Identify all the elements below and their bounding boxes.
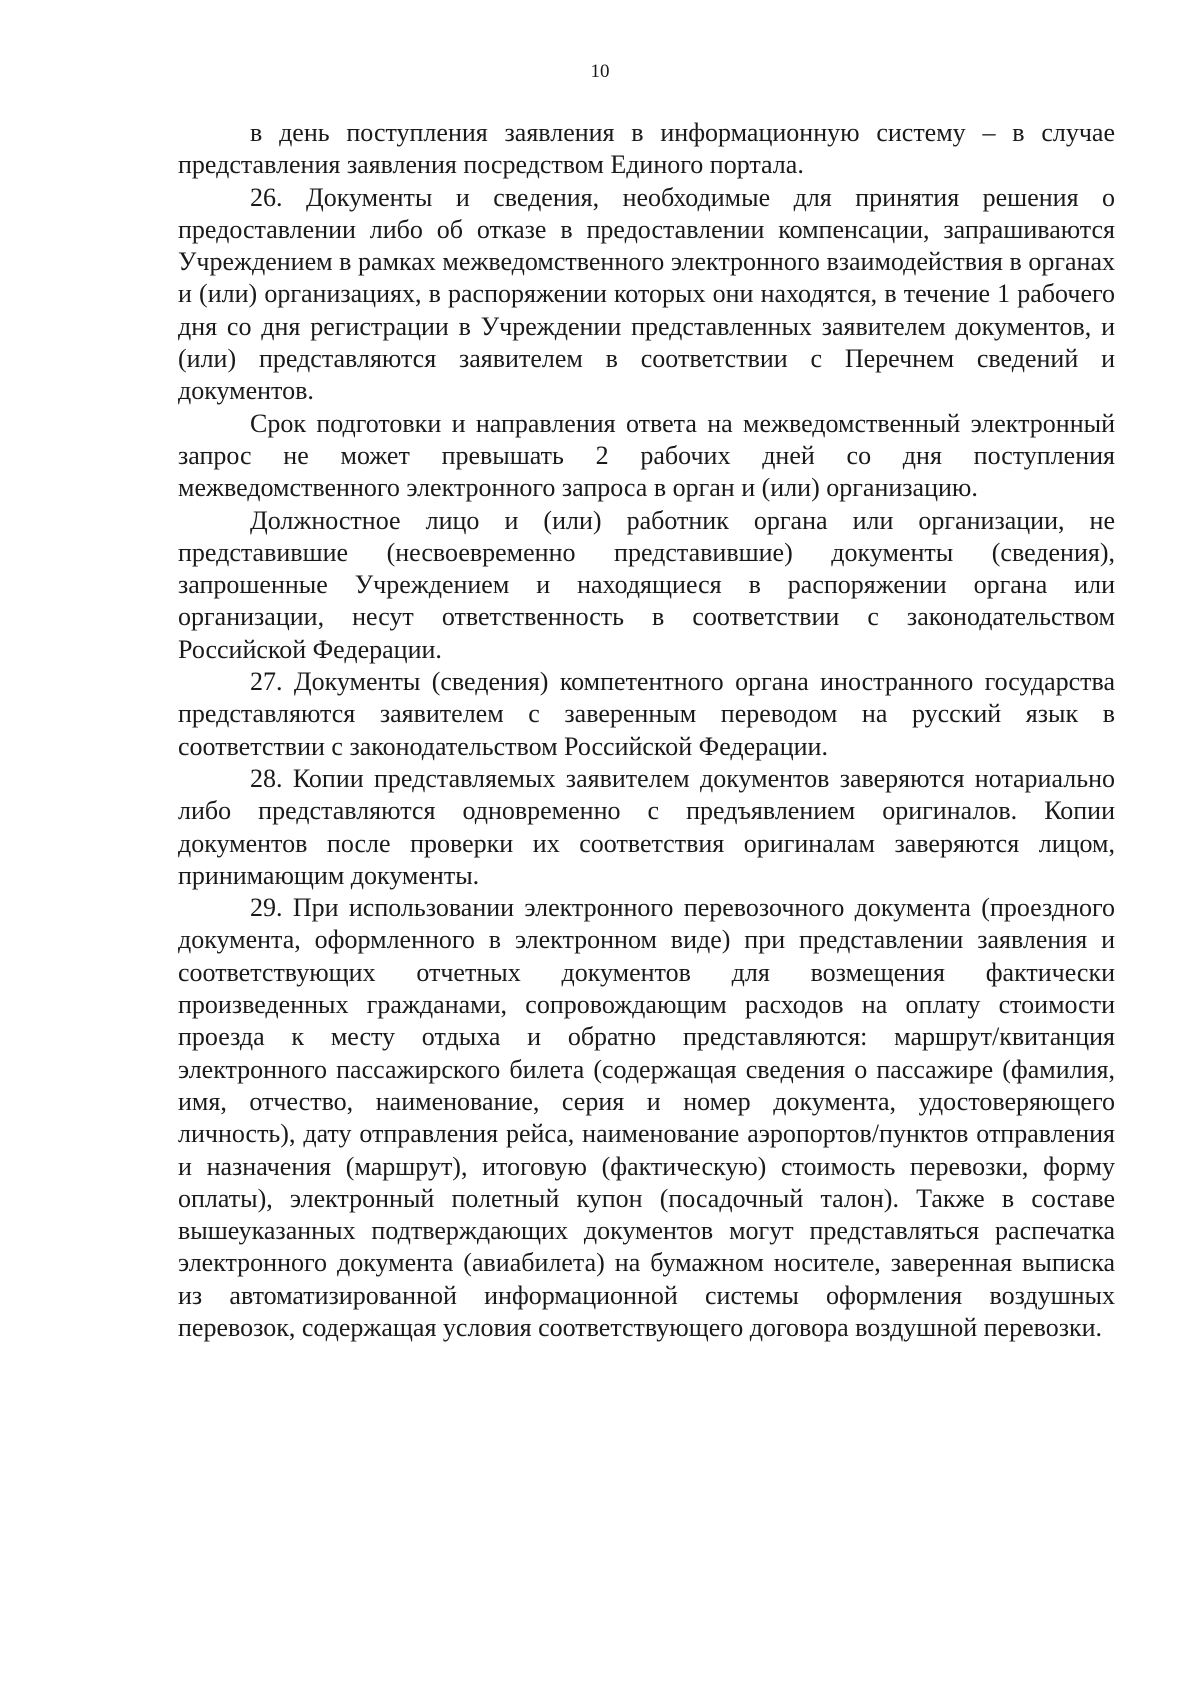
paragraph-item-27: 27. Документы (сведения) компетентного органа иностранного государства представляются заявителем с заверенным переводом на русский язык в соответствии с законодательством Российской Федерации. bbox=[178, 667, 1115, 761]
document-body bbox=[178, 117, 1115, 1344]
paragraph-item-29: 29. При использовании электронного перевозочного документа (проездного документа, оформленного в электронном виде) при представлении заявления и соответствующих отчетных документов для возмещения фактически произведенных гражданами, сопровождающим расходов на оплату стоимости проезда к месту отдыха и обратно представляются: маршрут/квитанция электронного пассажирского билета (содержащая сведения о пассажире (фамилия, имя, отчество, наименование, серия и номер документа, удостоверяющего личность), дату отправления рейса, наименование аэропортов/пунктов отправления и назначения (маршрут), итоговую (фактическую) стоимость перевозки, форму оплаты), электронный полетный купон (посадочный талон). Также в составе вышеуказанных подтверждающих документов могут представляться распечатка электронного документа (авиабилета) на бумажном носителе, заверенная выписка из автоматизированной информационной системы оформления воздушных перевозок, содержащая условия соответствующего договора воздушной перевозки. bbox=[178, 893, 1115, 1342]
page-number: 10 bbox=[590, 61, 610, 82]
paragraph-item-28: 28. Копии представляемых заявителем документов заверяются нотариально либо представляются одновременно с предъявлением оригиналов. Копии документов после проверки их соответствия оригиналам заверяются лицом, принимающим документы. bbox=[178, 763, 1115, 890]
paragraph-response-deadline: Срок подготовки и направления ответа на межведомственный электронный запрос не может превышать 2 рабочих дней со дня поступления межведомственного электронного запроса в орган и (или) организацию. bbox=[178, 408, 1115, 503]
paragraph-continuation: в день поступления заявления в информационную систему – в случае представления заявления посредством Единого портала. bbox=[178, 118, 1115, 180]
paragraph-item-26: 26. Документы и сведения, необходимые для принятия решения о предоставлении либо об отказе в предоставлении компенсации, запрашиваются Учреждением в рамках межведомственного электронного взаимодействия в органах и (или) организациях, в распоряжении которых они находятся, в течение 1 рабочего дня со дня регистрации в Учреждении представленных заявителем документов, и (или) представляются заявителем в соответствии с Перечнем сведений и документов. bbox=[178, 182, 1115, 406]
paragraph-responsibility: Должностное лицо и (или) работник органа или организации, не представившие (несвоевременно представившие) документы (сведения), запрошенные Учреждением и находящиеся в распоряжении органа или организации, несут ответственность в соответствии с законодательством Российской Федерации. bbox=[178, 505, 1115, 664]
